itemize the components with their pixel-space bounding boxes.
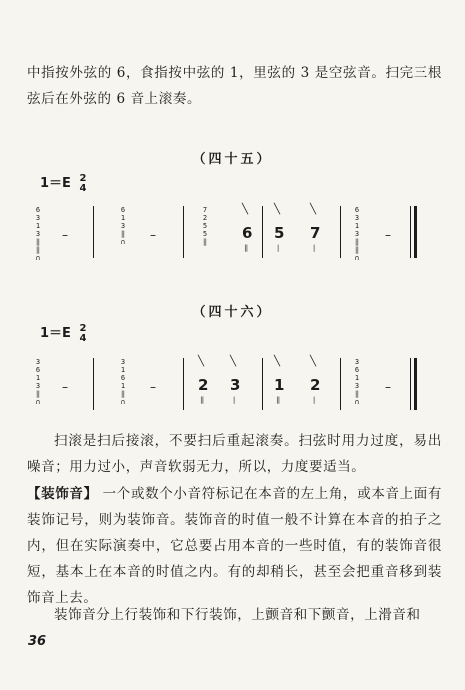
dash: – (62, 228, 68, 242)
final-barline (414, 206, 417, 258)
chord-stack: 3 6 1 3 ‖ ∩ (35, 358, 41, 406)
stroke-mark: ╲ (310, 204, 317, 215)
page-number: 36 (28, 634, 47, 649)
ornament-term: 【装饰音】 (27, 486, 98, 502)
example-46-title: （四十六） (192, 305, 273, 320)
note: 1 (274, 376, 285, 394)
dash: – (385, 228, 391, 242)
ornament-types-paragraph: 装饰音分上行装饰和下行装饰，上颤音和下颤音，上滑音和 (54, 607, 421, 623)
example-45-title: （四十五） (192, 152, 273, 167)
chord-stack: 6 3 1 3 ‖ ‖ ∩ (35, 206, 41, 262)
barline (410, 358, 411, 410)
barline (183, 206, 184, 258)
stroke-mark: | (232, 396, 237, 404)
stroke-mark: | (312, 396, 317, 404)
intro-paragraph: 中指按外弦的 6，食指按中弦的 1，里弦的 3 是空弦音。扫完三根弦后在外弦的 6 音上滚奏。 (27, 65, 442, 107)
chord-stack: 7 2 5 5 ‖ (202, 206, 208, 246)
roll-paragraph: 扫滚是扫后接滚，不要扫后重起滚奏。扫弦时用力过度，易出噪音；用力过小，声音软弱无力，所以，力度要适当。 (27, 433, 442, 475)
stroke-mark: ╲ (274, 356, 281, 367)
final-barline (414, 358, 417, 410)
chord-stack: 3 6 1 3 ‖ ∩ (354, 358, 360, 406)
time-bottom: 4 (79, 332, 87, 344)
barline (93, 206, 94, 258)
ornament-definition: 一个或数个小音符标记在本音的左上角，或本音上面有装饰记号，则为装饰音。装饰音的时值一般不计算在本音的拍子之内，但在实际演奏中，它总要占用本音的一些时值，有的装饰音很短，基本上在本音的时值之内。有的却稍长，甚至会把重音移到装饰音上去。 (27, 486, 442, 606)
key-signature: 1＝E (40, 176, 71, 191)
barline (410, 206, 411, 258)
note: 2 (310, 376, 321, 394)
chord-stack: 3 1 6 1 ‖ ∩ (120, 358, 126, 406)
barline (93, 358, 94, 410)
time-top: 2 (79, 172, 87, 184)
example-45-key (40, 172, 86, 194)
time-signature (79, 324, 86, 344)
stroke-mark: ╲ (242, 204, 249, 215)
stroke-mark: | (312, 244, 317, 252)
example-46-staff (0, 352, 465, 416)
barline (183, 358, 184, 410)
stroke-mark: ‖ (276, 396, 281, 404)
stroke-mark: ‖ (200, 396, 205, 404)
barline (340, 206, 341, 258)
stroke-mark: ╲ (310, 356, 317, 367)
note: 5 (274, 224, 285, 242)
example-46-key (40, 322, 86, 344)
note: 2 (198, 376, 209, 394)
example-45-staff (0, 200, 465, 264)
stroke-mark: ╲ (230, 356, 237, 367)
dash: – (385, 380, 391, 394)
dash: – (62, 380, 68, 394)
chord-stack: 6 3 1 3 ‖ ‖ ∩ (354, 206, 360, 262)
key-signature: 1＝E (40, 326, 71, 341)
time-signature (79, 174, 86, 194)
note: 7 (310, 224, 321, 242)
stroke-mark: | (276, 244, 281, 252)
dash: – (150, 228, 156, 242)
barline (262, 206, 263, 258)
barline (262, 358, 263, 410)
time-bottom: 4 (79, 182, 87, 194)
dash: – (150, 380, 156, 394)
barline (340, 358, 341, 410)
note: 6 (242, 224, 253, 242)
time-top: 2 (79, 322, 87, 334)
ornament-paragraph (27, 481, 442, 611)
note: 3 (230, 376, 241, 394)
stroke-mark: ‖ (244, 244, 249, 252)
stroke-mark: ╲ (198, 356, 205, 367)
stroke-mark: ╲ (274, 204, 281, 215)
chord-stack: 6 1 3 ‖ ∩ (120, 206, 126, 246)
